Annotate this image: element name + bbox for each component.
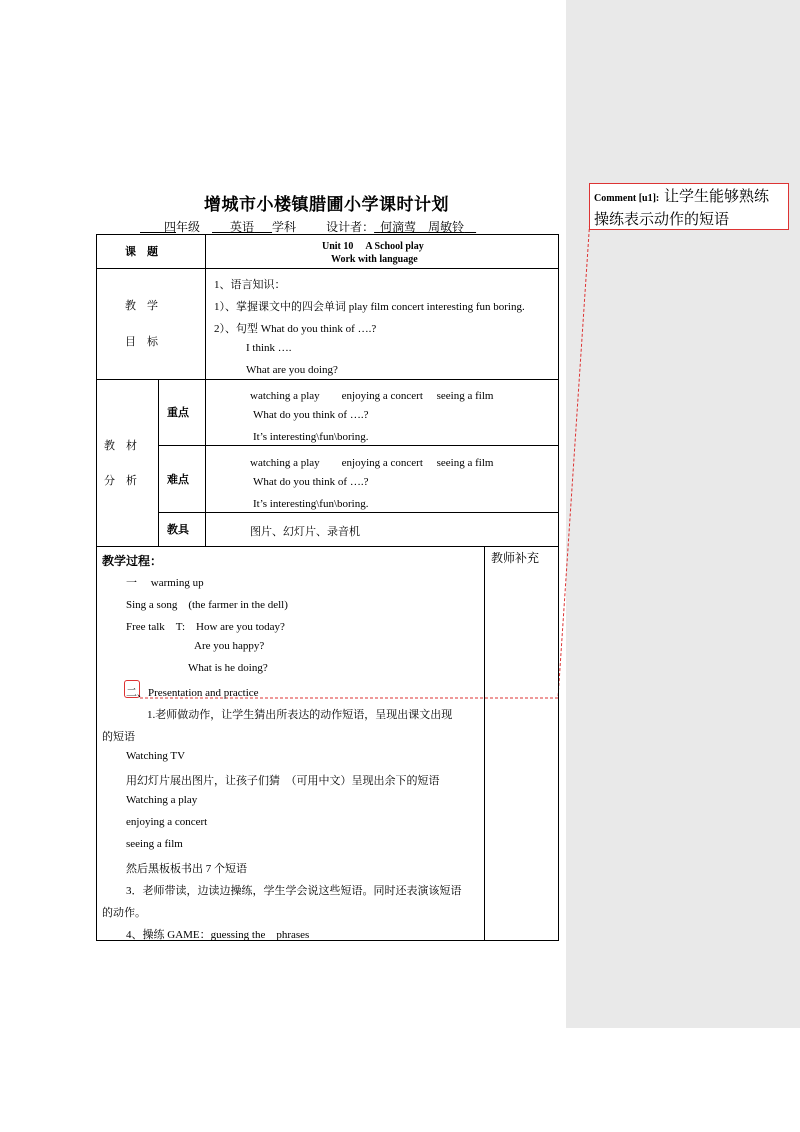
process-line: enjoying a concert [126, 816, 208, 828]
comment-tag: Comment [u1]: [594, 193, 660, 204]
designer-names: 何滴莺 周敏铃 [380, 220, 465, 234]
topic-label: 课 题 [125, 246, 158, 258]
goal-line: 2）、句型 What do you think of ….? [214, 323, 377, 335]
process-line: Sing a song (the farmer in the dell) [126, 599, 288, 611]
process-line: What is he doing? [188, 662, 268, 674]
goal-line: What are you doing? [246, 364, 338, 376]
key-point-line: It’s interesting\fun\boring. [253, 431, 369, 443]
process-line: seeing a film [126, 838, 183, 850]
table-col-divider [484, 546, 485, 941]
table-rule [96, 379, 559, 380]
process-line: 1.老师做动作，让学生猜出所表达的动作短语，呈现出课文出现 [147, 709, 453, 721]
table-rule [96, 268, 559, 269]
process-line: 用幻灯片展出图片，让孩子们猜 （可用中文）呈现出余下的短语 [126, 775, 440, 787]
process-line: Free talk T: How are you today? [126, 621, 285, 633]
topic-subtitle: Work with language [331, 254, 418, 265]
table-col-divider [205, 379, 206, 547]
topic-unit: Unit 10 A School play [322, 241, 424, 252]
designer-label: 设计者： [326, 220, 375, 234]
goals-label-1: 教 学 [125, 300, 158, 312]
key-points-label: 重点 [167, 407, 189, 419]
table-border-right [558, 234, 559, 941]
grade-label: 年级 [176, 220, 201, 234]
comment-balloon[interactable] [589, 183, 789, 230]
comment-text: 让学生能够熟练操练表示动作的短语 [594, 187, 770, 228]
subject-label: 学科 [272, 220, 297, 234]
process-line: 3．老师带读，边读边操练，学生学会说这些短语。同时还表演该短语 [126, 885, 462, 897]
page-title: 增城市小楼镇腊圃小学课时计划 [204, 195, 449, 215]
process-line: 的动作。 [102, 907, 146, 919]
process-line: Watching a play [126, 794, 198, 806]
key-point-line: What do you think of ….? [253, 409, 369, 421]
analysis-label-1: 教 材 [104, 440, 137, 452]
process-line: 一 warming up [126, 577, 204, 589]
table-col-divider [158, 379, 159, 547]
difficult-points-label: 难点 [167, 474, 189, 486]
key-point-line: watching a play enjoying a concert seeing a film [250, 390, 494, 402]
table-rule [96, 546, 559, 547]
teacher-notes-label: 教师补充 [491, 551, 540, 565]
difficult-point-line: watching a play enjoying a concert seeing a film [250, 457, 494, 469]
process-label: 教学过程： [102, 554, 163, 568]
tools-label: 教具 [167, 524, 189, 536]
subject-value: 英语 [230, 220, 255, 234]
table-rule [158, 512, 559, 513]
lesson-meta [140, 218, 476, 235]
goal-line: 1、语言知识： [214, 279, 286, 291]
table-col-divider [205, 234, 206, 380]
process-line: 4、操练 GAME：guessing the phrases [126, 929, 310, 941]
tools-value: 图片、幻灯片、录音机 [250, 526, 360, 538]
process-line: Are you happy? [194, 640, 265, 652]
table-border-left [96, 234, 97, 941]
analysis-label-2: 分 析 [104, 475, 137, 487]
difficult-point-line: It’s interesting\fun\boring. [253, 498, 369, 510]
comment-pane [566, 0, 800, 1028]
table-rule [158, 445, 559, 446]
process-line: 然后黑板板书出 7 个短语 [126, 863, 247, 875]
goal-line: 1）、掌握课文中的四会单词 play film concert interesting fun boring. [214, 301, 525, 313]
process-line: 二、Presentation and practice [126, 687, 259, 699]
process-line: Watching TV [126, 750, 186, 762]
table-border-top [96, 234, 559, 235]
process-line: 的短语 [102, 731, 135, 743]
goal-line: I think …. [246, 342, 292, 354]
difficult-point-line: What do you think of ….? [253, 476, 369, 488]
grade-value: 四 [164, 220, 177, 234]
goals-label-2: 目 标 [125, 336, 158, 348]
